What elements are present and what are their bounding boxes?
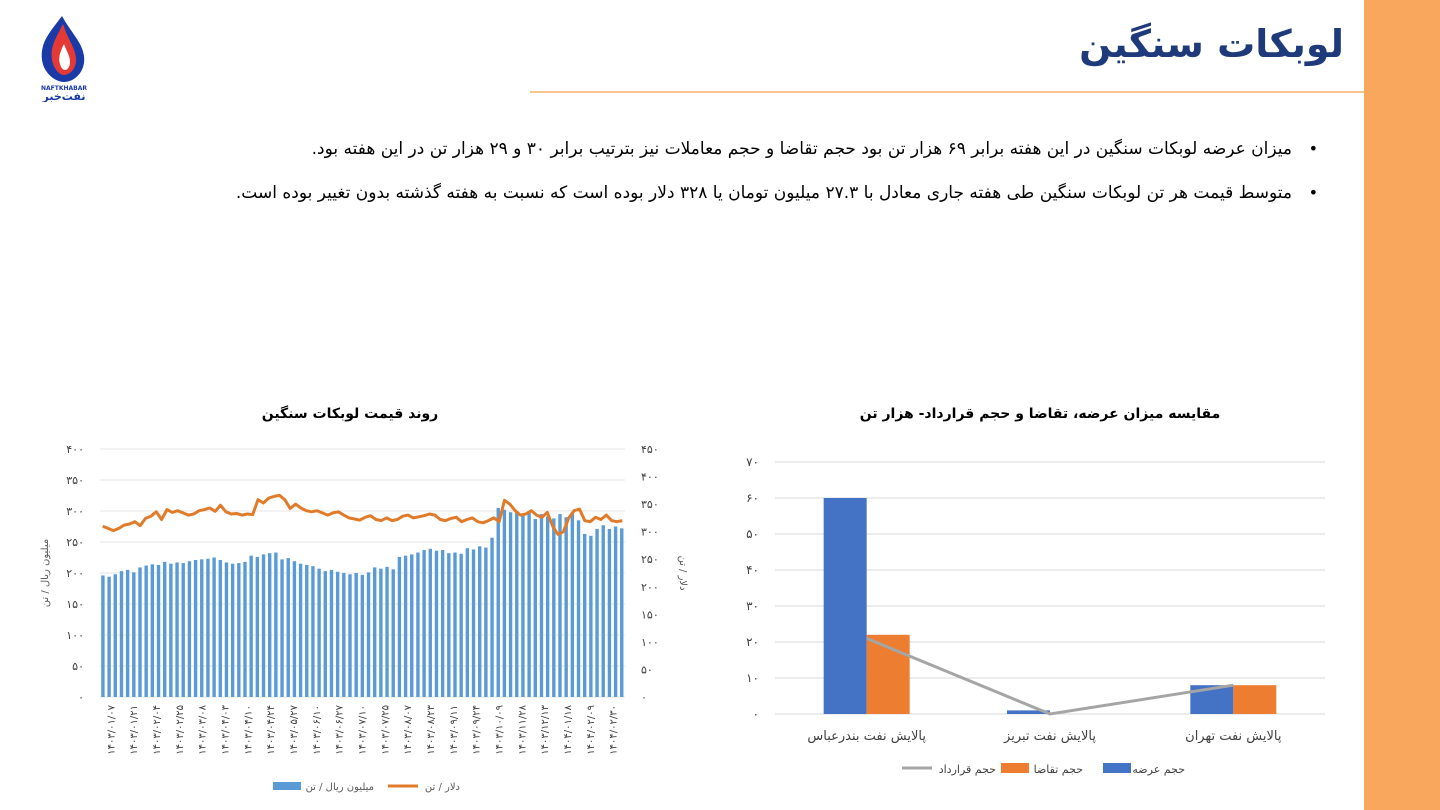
bullet-item <box>132 126 1318 172</box>
price-bar <box>466 548 469 697</box>
price-bar <box>175 562 178 697</box>
y-right-tick-label: ۰ <box>641 691 647 704</box>
x-tick-label: ۱۴۰۳/۰۴/۰۳ <box>220 705 232 755</box>
price-bar <box>225 562 228 697</box>
price-bar <box>447 553 450 697</box>
logo-text-bottom: نفت‌خبر <box>42 90 86 102</box>
price-bar <box>107 577 110 697</box>
x-tick-label: ۱۴۰۴/۰۲/۰۹ <box>585 705 597 755</box>
price-bar <box>398 557 401 697</box>
bar-demand <box>1233 685 1276 714</box>
price-bar <box>385 567 388 697</box>
x-tick-label: ۱۴۰۳/۰۵/۲۷ <box>289 705 301 755</box>
price-bar <box>182 563 185 697</box>
price-bar <box>237 563 240 697</box>
price-bar <box>515 512 518 697</box>
y-right-tick-label: ۳۰۰ <box>641 525 659 539</box>
x-tick-label: ۱۴۰۳/۱۱/۲۸ <box>517 705 529 755</box>
y-tick-label: ۶۰ <box>746 491 759 505</box>
price-bar <box>422 550 425 697</box>
price-bar <box>571 512 574 697</box>
y-tick-label: ۷۰ <box>746 455 759 469</box>
y-right-tick-label: ۲۰۰ <box>641 580 659 594</box>
price-bar <box>521 516 524 697</box>
price-bar <box>361 575 364 697</box>
naftkhabar-logo <box>30 12 100 102</box>
price-bar <box>546 517 549 697</box>
y-right-tick-label: ۱۰۰ <box>641 635 659 649</box>
y-tick-label: ۴۰ <box>746 563 759 577</box>
x-tick-label: ۱۴۰۳/۰۸/۰۷ <box>403 705 415 755</box>
price-bar <box>330 570 333 697</box>
y-right-tick-label: ۵۰ <box>641 663 653 677</box>
bullet-dot: • <box>1308 139 1318 158</box>
y-left-tick-label: ۳۵۰ <box>66 474 84 487</box>
x-tick-label: ۱۴۰۳/۰۱/۰۷ <box>106 705 118 755</box>
bullet-text: میزان عرضه لوبکات سنگین در این هفته برابر ۶۹ هزار تن بود حجم تقاضا و حجم معاملات نیز بترتیب برابر ۳۰ و ۲۹ هزار تن در این هفته بود. <box>311 139 1292 159</box>
contract-volume-line <box>867 638 1234 714</box>
price-bar <box>324 571 327 697</box>
y-left-tick-label: ۴۰۰ <box>66 443 84 456</box>
price-bar <box>589 536 592 697</box>
y-right-tick-label: ۴۰۰ <box>641 470 659 484</box>
x-tick-label: ۱۴۰۳/۱۲/۱۳ <box>540 705 552 755</box>
price-bar <box>373 567 376 697</box>
price-bar <box>194 560 197 697</box>
x-tick-label: ۱۴۰۳/۰۱/۲۱ <box>129 705 141 755</box>
y-tick-label: ۵۰ <box>746 527 759 541</box>
price-bar <box>534 519 537 697</box>
price-bar <box>602 525 605 697</box>
page-title: لوبکات سنگین <box>1079 22 1344 66</box>
price-bar <box>219 560 222 697</box>
price-bar <box>132 572 135 697</box>
price-bar <box>212 558 215 698</box>
price-bar <box>608 529 611 697</box>
y-left-tick-label: ۳۰۰ <box>66 505 84 518</box>
x-tick-label: ۱۴۰۳/۱۰/۰۹ <box>494 705 506 755</box>
price-bar <box>404 556 407 697</box>
price-bar <box>614 527 617 698</box>
price-bar <box>126 570 129 697</box>
y-left-tick-label: ۱۰۰ <box>66 629 84 642</box>
legend-label: دلار / تن <box>424 782 460 793</box>
price-bar <box>101 575 104 697</box>
legend-swatch <box>1001 763 1029 773</box>
price-bar <box>503 510 506 697</box>
price-bar <box>114 574 117 697</box>
price-bar <box>348 574 351 697</box>
y-right-tick-label: ۴۵۰ <box>641 443 659 456</box>
x-tick-label: ۱۴۰۴/۰۲/۳۰ <box>608 705 620 755</box>
x-tick-label: ۱۴۰۳/۰۸/۲۳ <box>425 705 437 755</box>
logo-text-top: NAFTKHABAR <box>40 85 88 92</box>
price-bar <box>138 567 141 697</box>
x-tick-label: ۱۴۰۳/۰۷/۲۵ <box>380 705 392 755</box>
comparison-chart <box>720 440 1360 785</box>
price-bar <box>231 564 234 697</box>
price-bar <box>317 569 320 697</box>
x-tick-label: ۱۴۰۳/۰۳/۰۸ <box>197 705 209 755</box>
price-chart-title: روند قیمت لوبکات سنگین <box>261 406 439 422</box>
price-bar <box>497 508 500 697</box>
x-tick-label: ۱۴۰۳/۰۴/۱۰ <box>243 705 255 755</box>
usd-price-line <box>103 495 623 534</box>
price-bar <box>552 518 555 697</box>
y-right-tick-label: ۲۵۰ <box>641 553 659 567</box>
legend-label: حجم تقاضا <box>1033 763 1083 776</box>
legend-label: میلیون ریال / تن <box>305 782 374 793</box>
price-bar <box>305 565 308 697</box>
y-left-tick-label: ۱۵۰ <box>66 598 84 611</box>
legend-swatch <box>1103 763 1131 773</box>
y-left-tick-label: ۲۵۰ <box>66 536 84 549</box>
x-category-label: پالایش نفت تهران <box>1185 729 1282 744</box>
x-tick-label: ۱۴۰۳/۰۶/۱۰ <box>311 705 323 755</box>
price-bar <box>416 553 419 697</box>
x-tick-label: ۱۴۰۴/۰۱/۱۸ <box>562 705 574 755</box>
price-bar <box>188 561 191 697</box>
bullet-item <box>132 170 1318 216</box>
x-category-label: پالایش نفت بندرعباس <box>807 729 926 744</box>
price-bar <box>620 528 623 697</box>
price-bar <box>299 564 302 697</box>
legend-label: حجم قرارداد <box>938 763 996 776</box>
price-bar <box>490 538 493 697</box>
y-left-tick-label: ۰ <box>78 691 84 704</box>
price-bar <box>564 517 567 697</box>
y-left-tick-label: ۲۰۰ <box>66 567 84 580</box>
y-tick-label: ۱۰ <box>746 671 759 685</box>
price-bar <box>583 534 586 697</box>
price-bar <box>268 553 271 697</box>
price-trend-chart <box>30 435 710 805</box>
orange-sidebar <box>1364 0 1440 810</box>
y-tick-label: ۳۰ <box>746 599 759 613</box>
y-right-tick-label: ۳۵۰ <box>641 498 659 512</box>
price-bar <box>157 565 160 697</box>
x-tick-label: ۱۴۰۳/۰۶/۲۷ <box>334 705 346 755</box>
price-bar <box>459 554 462 697</box>
price-bar <box>200 559 203 697</box>
price-bar <box>243 562 246 697</box>
price-bar <box>287 558 290 697</box>
x-category-label: پالایش نفت تبریز <box>1004 729 1096 744</box>
y-left-axis-label: میلیون ریال / تن <box>40 538 51 608</box>
price-bar <box>342 573 345 697</box>
price-bar <box>441 550 444 697</box>
y-right-axis-label: دلار / تن <box>677 555 688 591</box>
bullet-text: متوسط قیمت هر تن لوبکات سنگین طی هفته جاری معادل با ۲۷.۳ میلیون تومان یا ۳۲۸ دلار بوده است که نسبت به هفته گذشته بدون تغییر بوده است. <box>235 183 1292 203</box>
price-bar <box>249 556 252 697</box>
x-tick-label: ۱۴۰۳/۰۲/۲۵ <box>174 705 186 755</box>
x-tick-label: ۱۴۰۳/۰۴/۲۴ <box>266 705 278 755</box>
price-bar <box>206 559 209 697</box>
price-bar <box>354 573 357 697</box>
price-bar <box>540 514 543 697</box>
bar-supply <box>824 498 867 714</box>
y-tick-label: ۰ <box>752 707 759 721</box>
y-left-tick-label: ۵۰ <box>72 660 84 673</box>
price-bar <box>453 553 456 697</box>
price-bar <box>256 557 259 697</box>
price-bar <box>484 548 487 697</box>
x-tick-label: ۱۴۰۳/۰۹/۱۱ <box>448 705 460 755</box>
legend-label: حجم عرضه <box>1132 763 1185 776</box>
price-bar <box>595 529 598 697</box>
price-bar <box>262 554 265 697</box>
price-bar <box>280 559 283 697</box>
price-bar <box>527 511 530 697</box>
price-bar <box>169 564 172 697</box>
price-bar <box>435 551 438 697</box>
price-bar <box>163 562 166 697</box>
price-bar <box>367 572 370 697</box>
price-bar <box>509 512 512 697</box>
bullet-dot: • <box>1308 183 1318 202</box>
x-tick-label: ۱۴۰۳/۰۹/۲۴ <box>471 705 483 755</box>
y-tick-label: ۲۰ <box>746 635 759 649</box>
price-bar <box>478 546 481 697</box>
comparison-chart-title: مقایسه میزان عرضه، تقاضا و حجم قرارداد- هزار تن <box>859 406 1221 422</box>
bullet-list <box>132 126 1318 214</box>
price-bar <box>577 520 580 697</box>
price-bar <box>429 549 432 697</box>
price-bar <box>120 571 123 697</box>
price-bar <box>472 549 475 697</box>
price-bar <box>274 553 277 697</box>
price-bar <box>144 566 147 697</box>
price-bar <box>311 566 314 697</box>
title-divider <box>530 91 1364 93</box>
price-bar <box>151 564 154 697</box>
x-tick-label: ۱۴۰۳/۰۲/۰۴ <box>152 705 164 755</box>
price-bar <box>379 569 382 697</box>
price-bar <box>410 554 413 697</box>
price-bar <box>336 572 339 697</box>
price-bar <box>392 569 395 697</box>
y-right-tick-label: ۱۵۰ <box>641 608 659 622</box>
legend-swatch <box>273 782 301 790</box>
price-bar <box>558 514 561 697</box>
price-bar <box>293 561 296 697</box>
x-tick-label: ۱۴۰۳/۰۷/۱۰ <box>357 705 369 755</box>
